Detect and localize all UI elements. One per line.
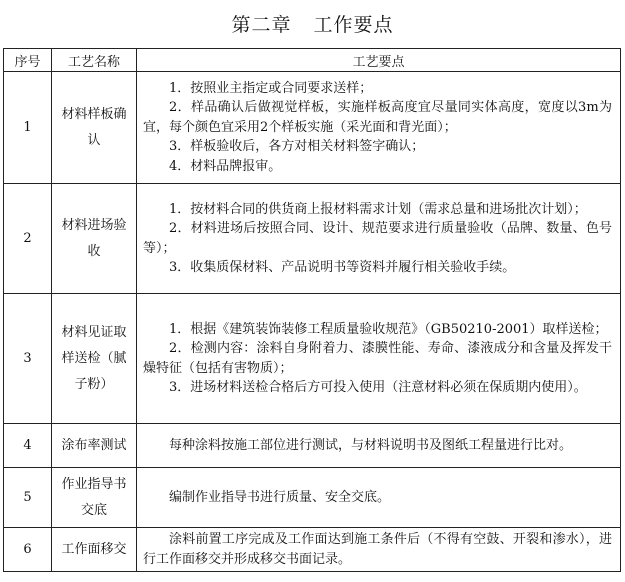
table-row [4, 294, 621, 424]
row-name: 材料见证取样送检（腻子粉） [52, 294, 137, 424]
row-points [137, 468, 621, 528]
row-points [137, 294, 621, 424]
row-name: 作业指导书交底 [52, 468, 137, 528]
point-item: 1．根据《建筑装饰装修工程质量验收规范》（GB50210-2001）取样送检； [169, 321, 608, 337]
point-item: 1．按材料合同的供货商上报材料需求计划（需求总量和进场批次计划）； [169, 201, 587, 217]
row-name: 涂布率测试 [52, 424, 137, 468]
row-number: 3 [4, 294, 52, 424]
row-name: 材料样板确认 [52, 72, 137, 184]
point-item: 编制作业指导书进行质量、安全交底。 [169, 489, 391, 505]
header-name: 工艺名称 [52, 49, 137, 72]
header-no: 序号 [4, 49, 52, 72]
point-item: 1．按照业主指定或合同要求送样； [169, 80, 373, 96]
table-row [4, 184, 621, 294]
row-points [137, 184, 621, 294]
chapter-heading: 工作要点 [313, 14, 394, 36]
row-number: 2 [4, 184, 52, 294]
row-name: 工作面移交 [52, 528, 137, 572]
point-item: 2．样品确认后做视觉样板，实施样板高度宜尽量同实体高度，宽度以3m为宜，每个颜色宜采用2个样板实施（采光面和背光面）； [143, 100, 612, 135]
row-points [137, 528, 621, 572]
point-item: 每种涂料按施工部位进行测试，与材料说明书及图纸工程量进行比对。 [169, 437, 573, 453]
row-number: 1 [4, 72, 52, 184]
header-points: 工艺要点 [137, 49, 621, 72]
row-number: 4 [4, 424, 52, 468]
point-item: 涂料前置工序完成及工作面达到施工条件后（不得有空鼓、开裂和渗水），进行工作面移交并形成移交书面记录。 [143, 532, 612, 567]
table-row [4, 72, 621, 184]
row-number: 5 [4, 468, 52, 528]
page-title [0, 10, 625, 37]
point-item: 4．材料品牌报审。 [169, 158, 282, 174]
process-table [3, 48, 621, 572]
table-row [4, 468, 621, 528]
row-number: 6 [4, 528, 52, 572]
row-points [137, 72, 621, 184]
point-item: 2．检测内容：涂料自身附着力、漆膜性能、寿命、漆液成分和含量及挥发干燥特征（包括有害物质）； [143, 341, 612, 376]
point-item: 2．材料进场后按照合同、设计、规范要求进行质量验收（品牌、数量、色号等）； [143, 221, 612, 256]
point-item: 3．样板验收后，各方对相关材料签字确认； [169, 139, 425, 155]
table-header-row [4, 49, 621, 72]
point-item: 3．进场材料送检合格后方可投入使用（注意材料必须在保质期内使用）。 [169, 380, 587, 395]
table-row [4, 424, 621, 468]
row-points [137, 424, 621, 468]
row-name: 材料进场验收 [52, 184, 137, 294]
chapter-number: 第二章 [231, 14, 292, 36]
table-row [4, 528, 621, 572]
point-item: 3．收集质保材料、产品说明书等资料并履行相关验收手续。 [169, 260, 516, 275]
